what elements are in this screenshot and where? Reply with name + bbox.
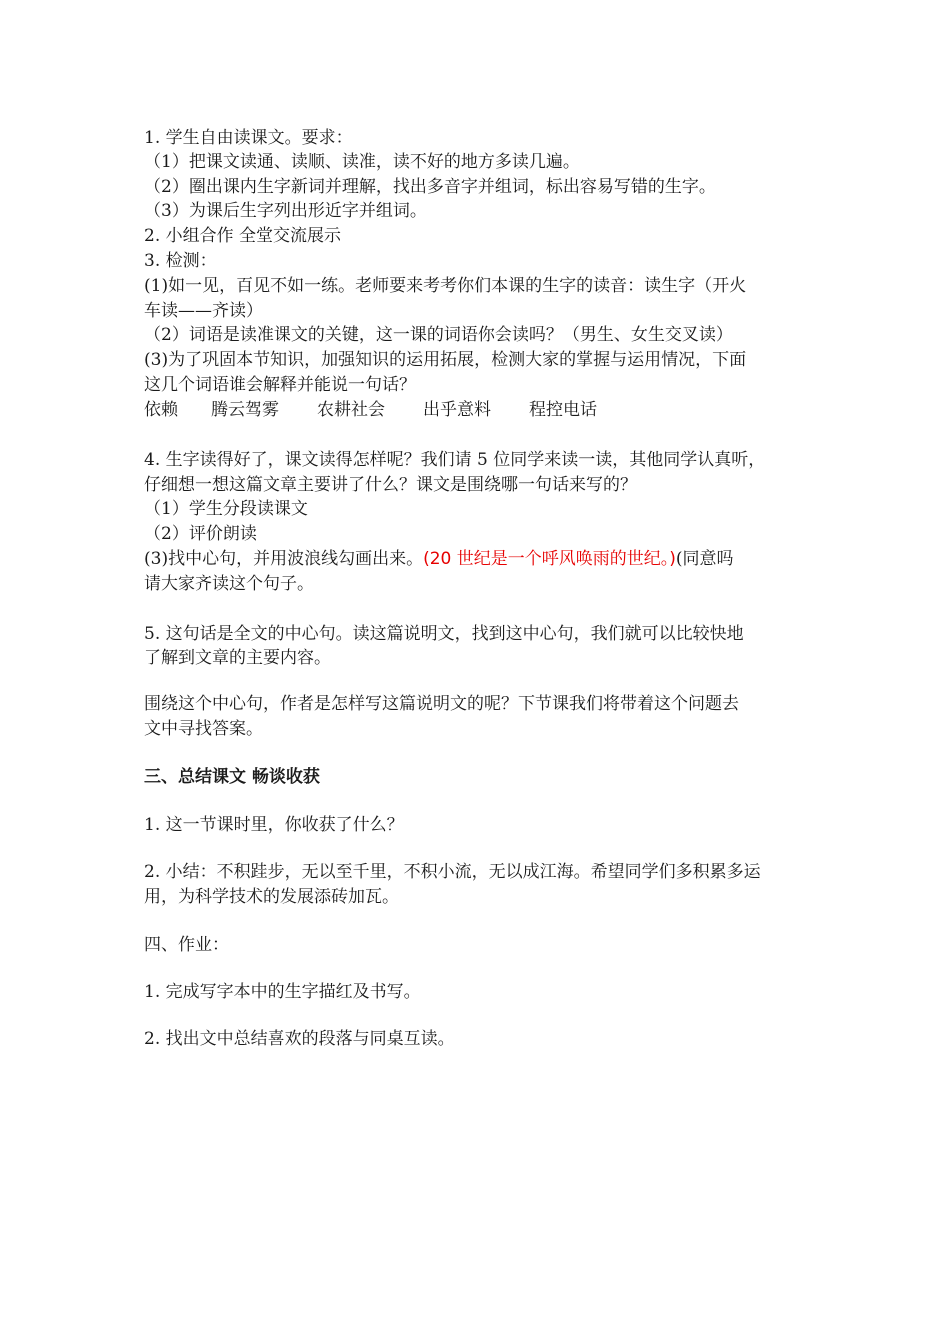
homework-item-1: 1. 完成写字本中的生字描红及书写。 xyxy=(144,982,421,1002)
test-item-3-line-2: 这几个词语谁会解释并能说一句话？ xyxy=(144,375,416,395)
vocabulary-word: 腾云驾雾 xyxy=(211,400,279,420)
step-5-line-2: 了解到文章的主要内容。 xyxy=(144,648,331,668)
step-3-heading: 3. 检测： xyxy=(144,251,217,271)
test-item-1-line-1: (1)如一见，百见不如一练。老师要来考考你们本课的生字的读音：读生字（开火 xyxy=(144,276,747,296)
vocabulary-word: 农耕社会 xyxy=(317,400,385,420)
step-1-item-3: （3）为课后生字列出形近字并组词。 xyxy=(144,201,427,221)
step-2-heading: 2. 小组合作 全堂交流展示 xyxy=(144,226,342,246)
transition-paragraph-line-1: 围绕这个中心句，作者是怎样写这篇说明文的呢？下节课我们将带着这个问题去 xyxy=(144,694,739,714)
vocabulary-word: 程控电话 xyxy=(529,400,597,420)
summary-item-1: 1. 这一节课时里，你收获了什么？ xyxy=(144,815,404,835)
step-4-item-3 xyxy=(144,547,824,571)
step-4-item-1: （1）学生分段读课文 xyxy=(144,499,308,519)
vocabulary-word: 出乎意料 xyxy=(423,400,491,420)
section-3-heading: 三、总结课文 畅谈收获 xyxy=(144,767,320,787)
step-4-line-1: 4. 生字读得好了，课文读得怎样呢？我们请 5 位同学来读一读，其他同学认真听， xyxy=(144,450,766,470)
step-1-heading: 1. 学生自由读课文。要求： xyxy=(144,128,353,148)
step-4-line-2: 仔细想一想这篇文章主要讲了什么？课文是围绕哪一句话来写的？ xyxy=(144,475,637,495)
step-1-item-2: （2）圈出课内生字新词并理解，找出多音字并组词，标出容易写错的生字。 xyxy=(144,177,716,197)
step-5-line-1: 5. 这句话是全文的中心句。读这篇说明文，找到这中心句，我们就可以比较快地 xyxy=(144,624,744,644)
step-4-item-3-continued: 请大家齐读这个句子。 xyxy=(144,574,314,594)
vocabulary-word: 依赖 xyxy=(144,400,178,420)
central-sentence-highlight: (20 世纪是一个呼风唤雨的世纪。) xyxy=(423,549,676,569)
test-item-3-line-1: (3)为了巩固本节知识，加强知识的运用拓展，检测大家的掌握与运用情况，下面 xyxy=(144,350,747,370)
transition-paragraph-line-2: 文中寻找答案。 xyxy=(144,719,263,739)
central-sentence-followup: (同意吗 xyxy=(675,549,734,569)
test-item-2: （2）词语是读准课文的关键，这一课的词语你会读吗？（男生、女生交叉读） xyxy=(144,325,733,345)
central-sentence-instruction: (3)找中心句，并用波浪线勾画出来。 xyxy=(144,549,424,569)
summary-item-2-line-2: 用，为科学技术的发展添砖加瓦。 xyxy=(144,887,399,907)
step-4-item-2: （2）评价朗读 xyxy=(144,524,257,544)
vocabulary-list xyxy=(144,398,824,422)
test-item-1-line-2: 车读——齐读） xyxy=(144,301,263,321)
homework-item-2: 2. 找出文中总结喜欢的段落与同桌互读。 xyxy=(144,1029,455,1049)
section-4-heading: 四、作业： xyxy=(144,935,229,955)
step-1-item-1: （1）把课文读通、读顺、读准，读不好的地方多读几遍。 xyxy=(144,152,580,172)
summary-item-2-line-1: 2. 小结：不积跬步，无以至千里，不积小流，无以成江海。希望同学们多积累多运 xyxy=(144,862,761,882)
